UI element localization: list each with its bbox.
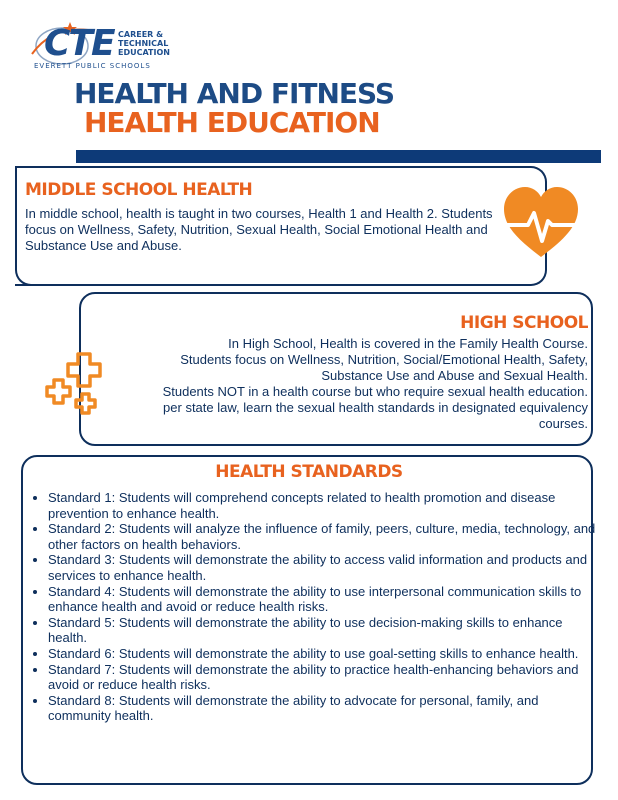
- list-item: • Standard 6: Students will demonstrate the ability to use goal-setting skills to enhance health.: [48, 646, 603, 662]
- list-item: • Standard 7: Students will demonstrate the ability to practice health-enhancing behaviors and avoid or reduce health risks.: [48, 662, 603, 693]
- standards-heading: HEALTH STANDARDS: [215, 462, 403, 482]
- logo-wordmark: CTE: [44, 23, 114, 64]
- medical-cross-icon: [44, 350, 114, 416]
- list-item: • Standard 4: Students will demonstrate the ability to use interpersonal communication skills to enhance health and avoid or reduce health risks.: [48, 584, 603, 615]
- cte-logo: [22, 20, 202, 80]
- logo-tagline: EVERETT PUBLIC SCHOOLS: [34, 62, 151, 70]
- list-item: • Standard 1: Students will comprehend concepts related to health promotion and disease prevention to enhance health.: [48, 490, 603, 521]
- heart-pulse-icon: [500, 183, 582, 263]
- standards-list: [30, 490, 603, 724]
- list-item: • Standard 8: Students will demonstrate the ability to advocate for personal, family, and community health.: [48, 693, 603, 724]
- page-subtitle: HEALTH EDUCATION: [84, 106, 380, 139]
- list-item: • Standard 2: Students will analyze the influence of family, peers, culture, media, technology, and other factors on health behaviors.: [48, 521, 603, 552]
- logo-subtitle: CAREER & TECHNICAL EDUCATION: [118, 30, 170, 57]
- middle-school-heading: MIDDLE SCHOOL HEALTH: [25, 180, 253, 200]
- high-school-heading: HIGH SCHOOL: [460, 313, 588, 333]
- list-item: • Standard 5: Students will demonstrate the ability to use decision-making skills to enhance health.: [48, 615, 603, 646]
- title-divider: [76, 150, 601, 163]
- list-item: • Standard 3: Students will demonstrate the ability to access valid information and products and services to enhance health.: [48, 552, 603, 583]
- page-title: HEALTH AND FITNESS: [74, 77, 395, 110]
- middle-school-text: In middle school, health is taught in two courses, Health 1 and Health 2. Students focus on Wellness, Safety, Nutrition, Sexual Health, Social Emotional Health and Substance Use and Abuse.: [25, 206, 493, 253]
- high-school-text: In High School, Health is covered in the Family Health Course. Students focus on Wellness, Nutrition, Social/Emotional Health, Safety, Substance Use and Abuse and Sexual Health. Students NOT in a health course but who require sexual health education. per state law, learn the sexual health standards in designated equivalency courses.: [162, 336, 588, 431]
